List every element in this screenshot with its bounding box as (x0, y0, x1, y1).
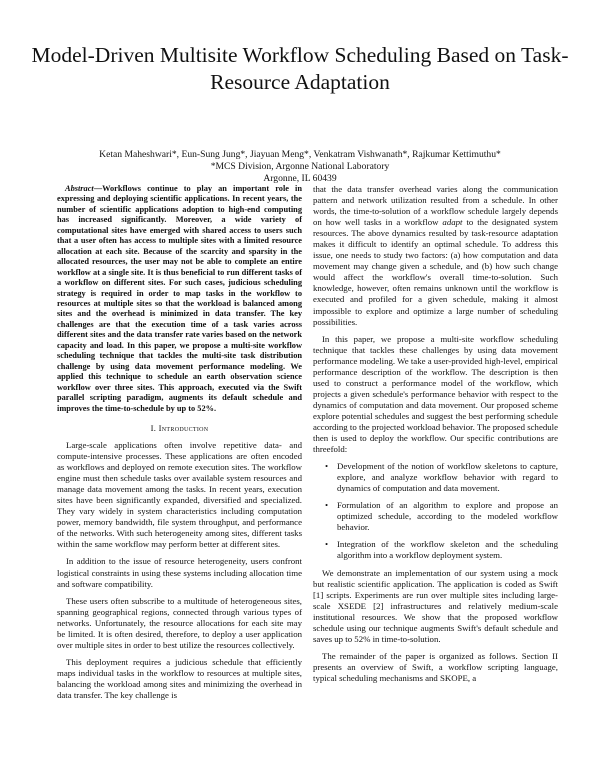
list-item-text: Integration of the workflow skeleton and the scheduling algorithm into a workflow deployment system. (337, 539, 558, 561)
text-run: to the designated system resources. The above dynamics resulted by task-resource adaptation makes it difficult to identify an optimal schedule. To address this issue, one needs to study two factors: (a) how computation and data movement may change given a schedule, and (b) how such change would affect the workflow's overall time-to-solution. Such knowledge, however, often remains unknown until the workflow is executed and profiled for a given schedule, making it almost impossible to explore and optimize a large number of scheduling possibilities. (313, 217, 558, 327)
left-column (57, 184, 302, 707)
abstract-text: —Workflows continue to play an important role in expressing and deploying scientific applications. In recent years, the number of scientific applications adoption to high-end computing has increased significantly. Moreover, a wide variety of computational sites have emerged with shared access to users such that a user often has access to multiple sites with a limited resource allocation at each site. Because of the scarcity and sparsity in the allocated resources, the user may not be able to complete an entire workflow at a single site. It is thus beneficial to run different tasks of a workflow on different sites. For such cases, judicious scheduling strategy is required in order to map tasks in the workflow to resources at multiple sites so that the workload is balanced among sites and the overhead is minimized in data transfer. The key challenges are that the execution time of a task varies across different sites and the data transfer rate varies based on the network capacity and load. In this paper, we propose a multi-site workflow scheduling technique that tackles the multi-site task distribution challenge by using data movement performance modeling. We applied this technique to schedule an earth observation science workflow over three sites. This approach, executed via the Swift parallel scripting paradigm, augments its default schedule and improves the time-to-schedule by up to 52%. (57, 184, 302, 413)
contributions-list (313, 461, 558, 561)
body-paragraph: These users often subscribe to a multitude of heterogeneous sites, spanning geographical regions, connected through various types of networks. Unfortunately, the resource allocations for each site may be limited. It is often desired, therefore, to deploy a user application over multiple sites in order to best utilize the resources collectively. (57, 595, 302, 650)
right-column (313, 184, 558, 690)
bullet-icon: • (325, 539, 329, 550)
continued-paragraph (313, 184, 558, 328)
list-item (313, 500, 558, 533)
affiliation: *MCS Division, Argonne National Laboratory (210, 161, 390, 172)
list-item (313, 539, 558, 561)
abstract-lead: Abstract (65, 184, 94, 193)
bullet-icon: • (325, 500, 329, 511)
body-paragraph: In this paper, we propose a multi-site workflow scheduling technique that tackles these challenges by using data movement performance modeling. We take a user-provided high-level, empirical performance description of the workflow. The description is then used to construct a performance model of the workflow, which projects a given schedule's performance behavior with respect to the dynamics of computation and data movement. Our proposed scheme explore potential schedules and suggest the best performing schedule according to the projected workload behavior. The proposed schedule then is used to deploy the workflow. Our specific contributions are threefold: (313, 333, 558, 455)
bullet-icon: • (325, 461, 329, 472)
location: Argonne, IL 60439 (263, 173, 337, 184)
body-paragraph: Large-scale applications often involve repetitive data- and compute-intensive processes. These applications are often encoded as workflows and deployed on remote execution sites. The workflow engine must then schedule tasks over available system resources and manage data movement among the tasks. In recent years, execution sites have been significantly expanded, diversified and specialized. They vary widely in system characteristics including computation power, memory bandwidth, file system throughput, and performance of the networks. With such heterogeneity among sites, different tasks within the same workflow may perform better at different sites. (57, 440, 302, 550)
list-item-text: Development of the notion of workflow skeletons to capture, explore, and analyze workflow behavior with regard to dynamics of computation and data movement. (337, 461, 558, 494)
paper-title: Model-Driven Multisite Workflow Scheduling Based on Task-Resource Adaptation (31, 43, 569, 94)
section-name: Introduction (158, 422, 209, 433)
section-heading-introduction (57, 423, 302, 434)
text-run: that the data transfer overhead varies along the communication pattern and network utilization resulted from a schedule. In other words, the time-to-solution of a workflow schedule largely depends on how well tasks in a workflow (313, 184, 558, 228)
body-paragraph: In addition to the issue of resource heterogeneity, users confront logistical constraints in using these systems including allocation time and software compatibility. (57, 556, 302, 589)
authors-line: Ketan Maheshwari*, Eun-Sung Jung*, Jiayuan Meng*, Venkatram Vishwanath*, Rajkumar Kettimuthu* (99, 149, 501, 160)
abstract (57, 184, 302, 414)
author-block (30, 149, 570, 185)
list-item-text: Formulation of an algorithm to explore and propose an optimized schedule, according to the modeled workflow behavior. (337, 500, 558, 533)
list-item (313, 461, 558, 494)
body-paragraph: The remainder of the paper is organized as follows. Section II presents an overview of Swift, a workflow scripting language, typical scheduling mechanisms and SKOPE, a (313, 650, 558, 683)
body-paragraph: This deployment requires a judicious schedule that efficiently maps individual tasks in the workflow to resources at multiple sites, balancing the workload among sites and minimizing the overhead in data transfer. The key challenge is (57, 656, 302, 700)
section-number: I. (150, 422, 157, 433)
body-paragraph: We demonstrate an implementation of our system using a mock but realistic scientific application. The application is coded as Swift [1] scripts. Experiments are run over multiple sites including large-scale XSEDE [2] infrastructures and relatively medium-scale institutional resources. We show that the proposed workflow schedule using our technique augments Swift's default schedule and saves up to 52% in time-to-solution. (313, 567, 558, 644)
emphasis: adapt (442, 217, 463, 228)
